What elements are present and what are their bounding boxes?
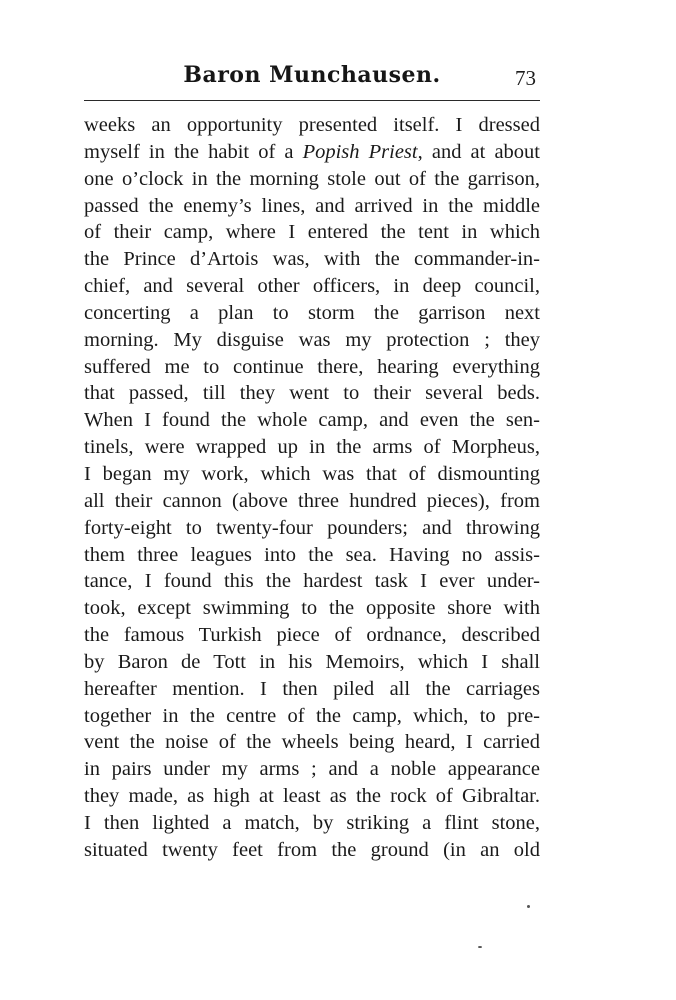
page-number: 73: [515, 66, 536, 90]
text-line: [84, 461, 540, 488]
text-line: [84, 273, 540, 300]
text-line: [84, 676, 540, 703]
text-line: [84, 219, 540, 246]
text-line: [84, 568, 540, 595]
text-line-segment: I then lighted a match, by striking a flint stone,: [84, 811, 540, 834]
text-line-segment: situated twenty feet from the ground (in an old: [84, 838, 540, 861]
text-line-segment: together in the centre of the camp, which, to pre-: [84, 704, 540, 727]
text-line-segment: of their camp, where I entered the tent in which: [84, 221, 540, 244]
text-line-segment: passed the enemy’s lines, and arrived in the middle: [84, 194, 540, 217]
text-line: [84, 193, 540, 220]
italic-phrase: Popish Priest: [302, 140, 418, 163]
text-line-segment: concerting a plan to storm the garrison next: [84, 301, 540, 324]
text-line-segment: I began my work, which was that of dismounting: [84, 462, 540, 485]
text-line: [84, 595, 540, 622]
text-line-segment: the Prince d’Artois was, with the commander-in-: [84, 248, 540, 271]
text-line: [84, 515, 540, 542]
text-line-segment: chief, and several other officers, in deep council,: [84, 275, 540, 298]
text-line-segment: one o’clock in the morning stole out of the garrison,: [84, 167, 540, 190]
text-line-segment: the famous Turkish piece of ordnance, described: [84, 624, 540, 647]
text-line: [84, 783, 540, 810]
text-line: [84, 622, 540, 649]
text-line: [84, 729, 540, 756]
text-line-segment: hereafter mention. I then piled all the carriages: [84, 677, 540, 700]
text-line: [84, 756, 540, 783]
text-line: [84, 434, 540, 461]
text-line: [84, 112, 540, 139]
text-line: [84, 300, 540, 327]
text-line-segment: they made, as high at least as the rock of Gibraltar.: [84, 785, 540, 808]
text-line-segment: When I found the whole camp, and even the sen-: [84, 409, 540, 432]
text-line: [84, 246, 540, 273]
text-line-segment: suffered me to continue there, hearing everything: [84, 355, 540, 378]
header-rule: [84, 100, 540, 101]
text-line-segment: tinels, were wrapped up in the arms of Morpheus,: [84, 436, 540, 459]
running-title: Baron Munchausen.: [183, 62, 441, 88]
running-head: [84, 60, 540, 96]
text-line-segment: morning. My disguise was my protection ; they: [84, 328, 540, 351]
text-line: [84, 354, 540, 381]
text-line-segment: in pairs under my arms ; and a noble appearance: [84, 758, 540, 781]
page-speck: [527, 905, 530, 908]
text-line: [84, 649, 540, 676]
text-line: [84, 166, 540, 193]
body-text: [84, 112, 540, 864]
text-line-segment: forty-eight to twenty-four pounders; and throwing: [84, 516, 540, 539]
text-line-segment: vent the noise of the wheels being heard, I carried: [84, 731, 540, 754]
text-line: [84, 327, 540, 354]
text-line: [84, 380, 540, 407]
text-line: [84, 488, 540, 515]
text-line-segment: weeks an opportunity presented itself. I dressed: [84, 114, 540, 136]
text-line-segment: that passed, till they went to their several beds.: [84, 382, 540, 405]
text-line-segment: myself in the habit of a: [84, 140, 303, 163]
text-line: [84, 139, 540, 166]
page-speck: [478, 946, 482, 948]
text-line: [84, 542, 540, 569]
text-line-segment: , and at about: [417, 140, 540, 163]
text-line: [84, 407, 540, 434]
text-line: [84, 703, 540, 730]
text-line-segment: them three leagues into the sea. Having no assis-: [84, 543, 540, 566]
text-line: [84, 837, 540, 864]
text-line-segment: by Baron de Tott in his Memoirs, which I shall: [84, 650, 540, 673]
text-line-segment: took, except swimming to the opposite shore with: [84, 597, 540, 620]
text-line-segment: all their cannon (above three hundred pieces), from: [84, 489, 540, 512]
text-line: [84, 810, 540, 837]
text-line-segment: tance, I found this the hardest task I ever under-: [84, 570, 540, 593]
